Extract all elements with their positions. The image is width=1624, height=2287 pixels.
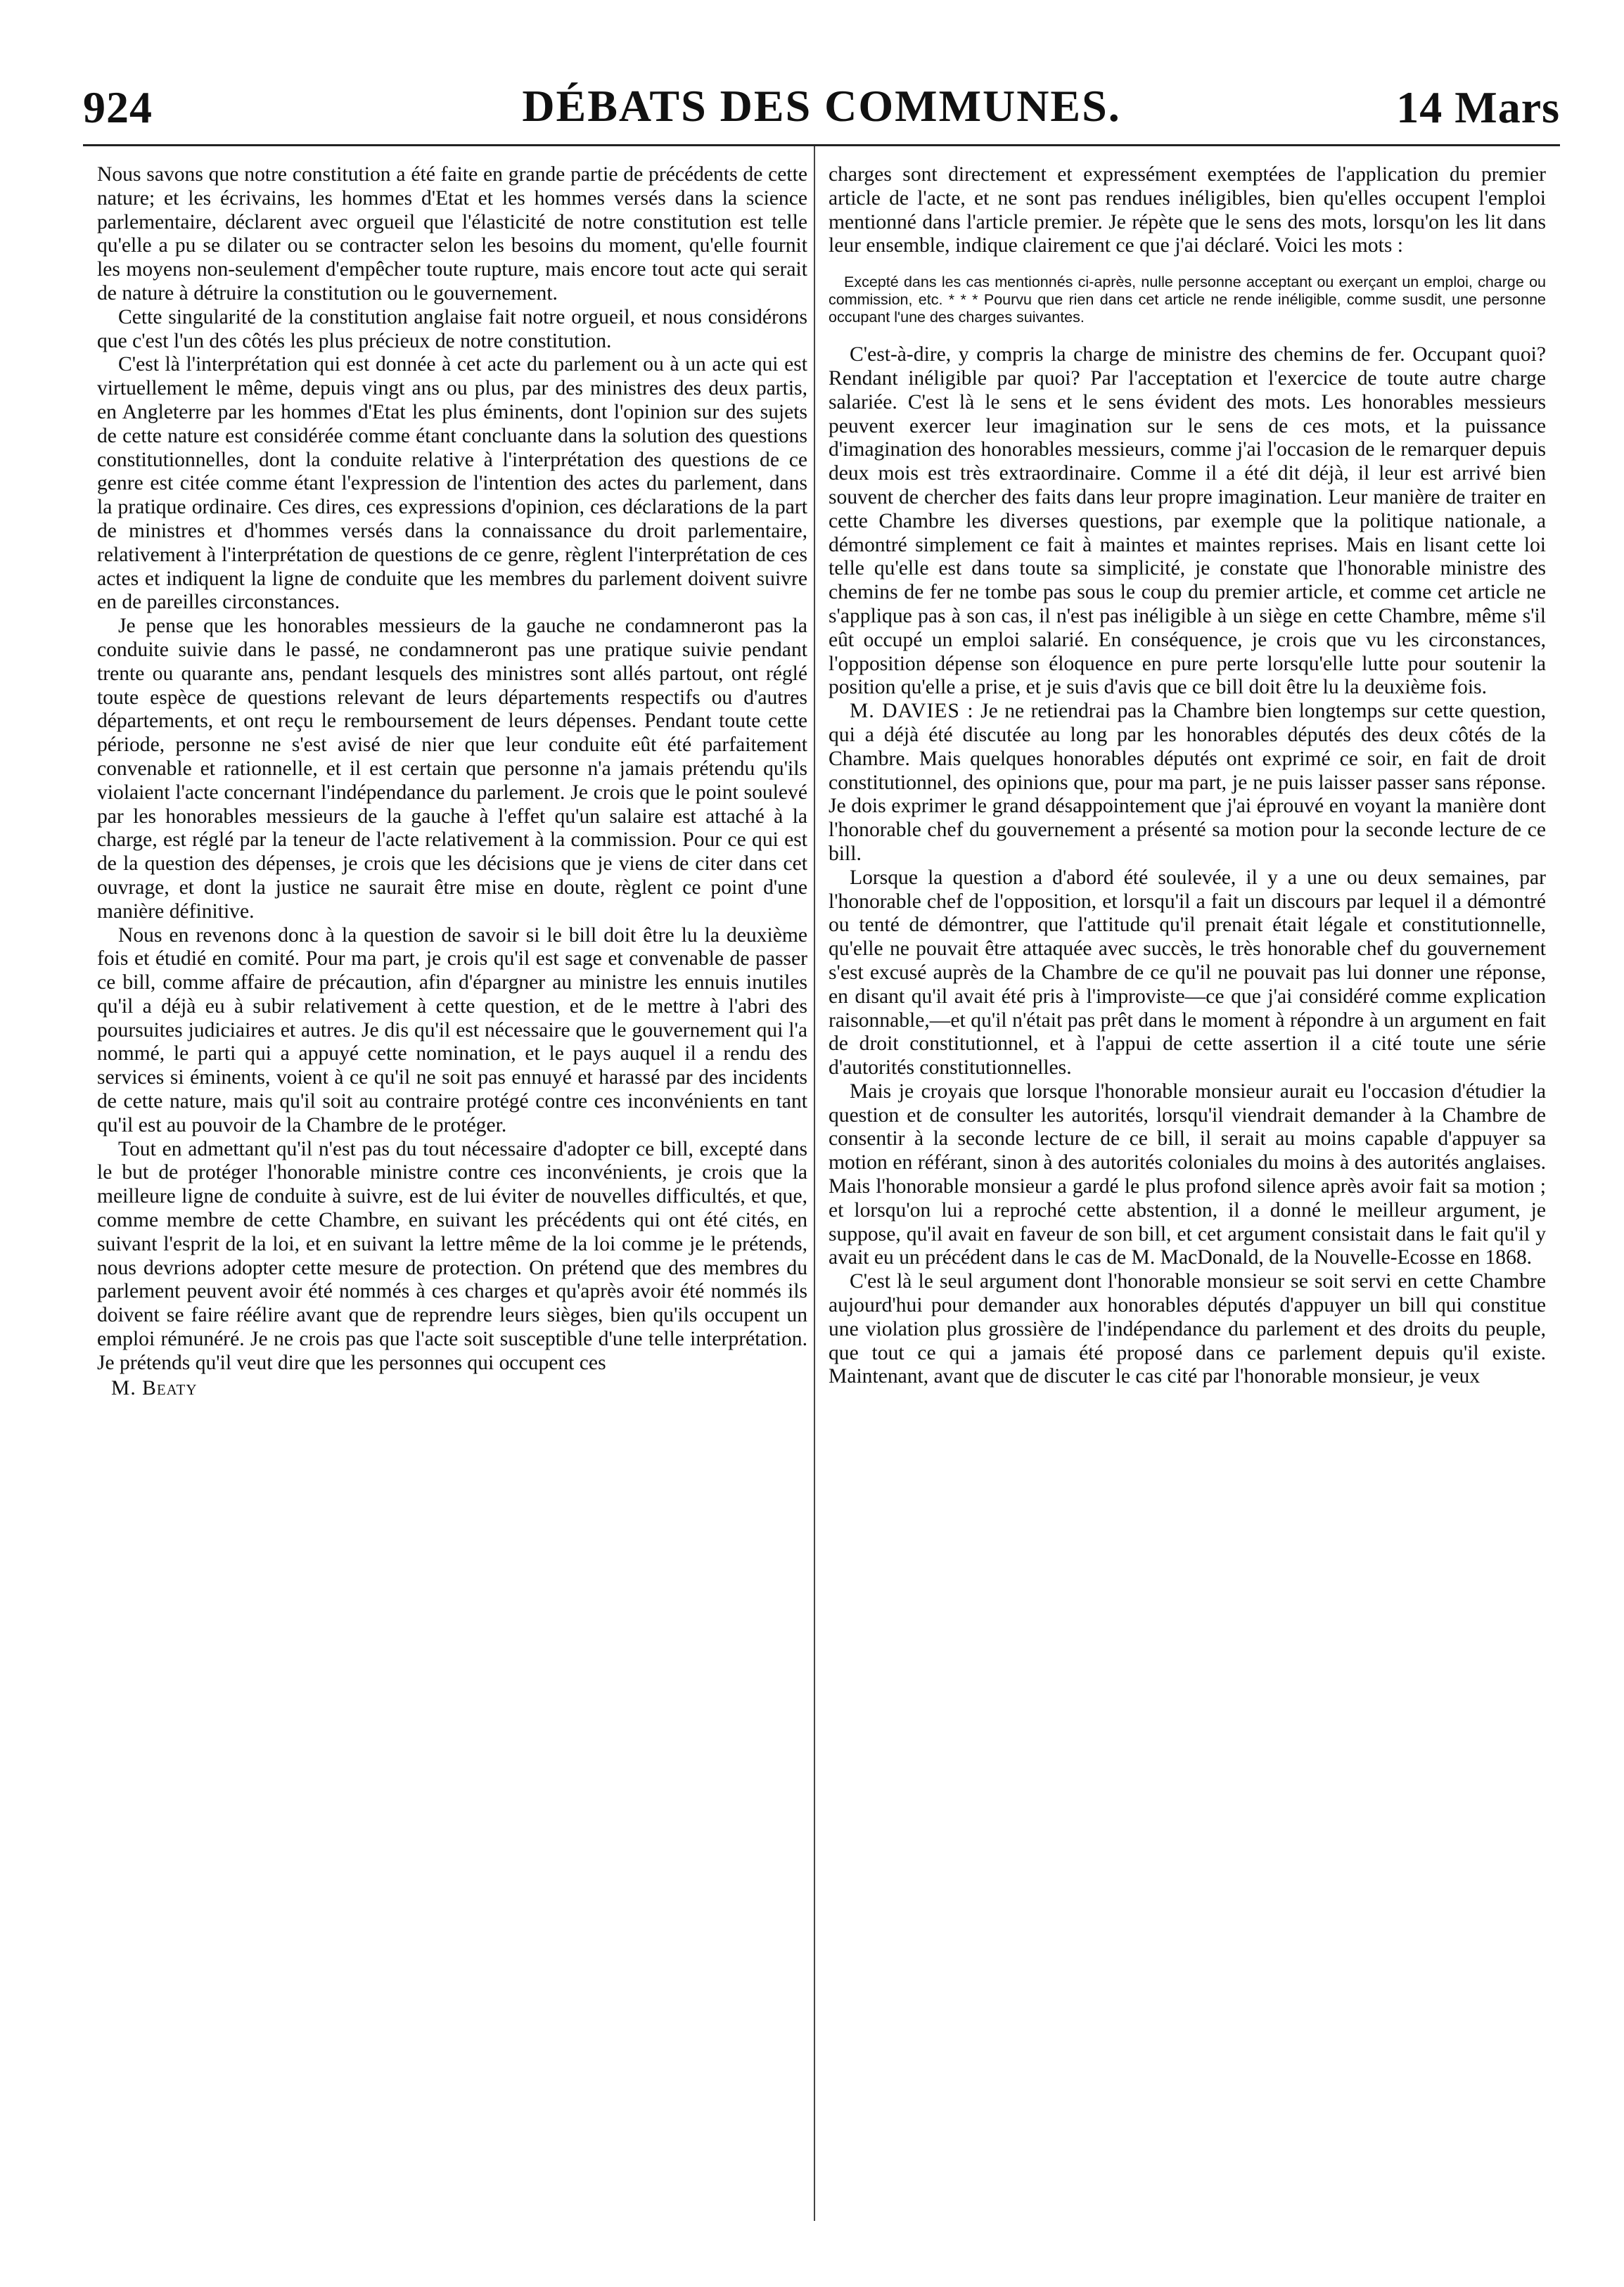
paragraph: C'est-à-dire, y compris la charge de ministre des chemins de fer. Occupant quoi? Rendant inéligible par quoi? Par l'acceptation et l'exercice de toute autre charge salariée. C'est là le sens et le sens évident des mots. Les honorables messieurs peuvent exercer leur imagination sur le sens de ces mots, et la puissance d'imagination des honorables messieurs, comme j'ai l'occasion de le remarquer depuis deux mois est très extraordinaire. Comme il a été dit déjà, il leur est arrivé bien souvent de chercher des faits dans leur propre imagination. Leur manière de traiter en cette Chambre les diverses questions, par exemple que la politique nationale, a démontré simplement ce fait à maintes et maintes reprises. Mais en lisant cette loi telle qu'elle est dans toute sa simplicité, je constate que l'honorable ministre des chemins de fer ne tombe pas sous le coup du premier article, et comme cet article ne s'applique pas à son cas, il n'est pas inéligible à un siège en cette Chambre, même s'il eût occupé un emploi salarié. En conséquence, je crois que vu les circonstances, l'opposition dépense son éloquence en pure perte lorsqu'elle lutte pour soutenir la position qu'elle a prise, et je suis d'avis que ce bill doit être lu la deuxième fois. — [829, 343, 1546, 699]
quoted-statute: Excepté dans les cas mentionnés ci-après, nulle personne acceptant ou exerçant un emploi, charge ou commission, etc. * * * Pourvu que rien dans cet article ne rende inéligible, comme susdit, une personne occupant l'une des charges suivantes. — [829, 274, 1546, 326]
speaker-signature: M. Beaty — [111, 1376, 198, 1399]
page-date: 14 Mars — [1396, 82, 1560, 132]
page-header — [83, 76, 1560, 141]
paragraph: charges sont directement et expressément exemptées de l'application du premier article de l'acte, et ne sont pas rendues inéligibles, bien qu'elles occupent l'emploi mentionné dans l'article premier. Je répète que le sens des mots, lorsqu'on les lit dans leur ensemble, indique clairement ce que j'ai déclaré. Voici les mots : — [829, 163, 1546, 257]
paragraph: Cette singularité de la constitution anglaise fait notre orgueil, et nous considérons que c'est l'un des côtés les plus précieux de notre constitution. — [97, 305, 807, 352]
page-title: DÉBATS DES COMMUNES. — [522, 81, 1121, 131]
column-divider — [814, 146, 815, 2221]
paragraph: Je pense que les honorables messieurs de la gauche ne condamneront pas la conduite suivie dans le passé, ne condamneront pas une pratique suivie pendant trente ou quarante ans, pendant lesquels des ministres sont allés partout, ont réglé toute espèce de questions relevant de leurs départements respectifs ou d'autres départements, et ont reçu le remboursement de leurs dépenses. Pendant toute cette période, personne ne s'est avisé de nier que leur conduite eût été parfaitement convenable et rationnelle, et il est certain que personne n'a jamais prétendu qu'ils violaient l'acte concernant l'indépendance du parlement. Je crois que le point soulevé par les honorables messieurs de la gauche à l'effet qu'un salaire est attaché à la charge, est réglé par la teneur de l'acte relativement à la commission. Pour ce qui est de la question des dépenses, je crois que les décisions que je viens de citer dans cet ouvrage, et dont la justice ne saurait être mise en doute, règlent ce point d'une manière définitive. — [97, 615, 807, 923]
paragraph: Tout en admettant qu'il n'est pas du tout nécessaire d'adopter ce bill, excepté dans le but de protéger l'honorable ministre contre ces inconvénients, je crois que la meilleure ligne de conduite à suivre, est de lui éviter de nouvelles difficultés, et que, comme membre de cette Chambre, en suivant les précédents qui ont été cités, en suivant l'esprit de la loi, et en suivant la lettre même de la loi comme je le prétends, nous devrions adopter cette mesure de protection. On prétend que des membres du parlement peuvent avoir été nommés à ces charges et qu'après avoir été nommés ils doivent se faire réélire avant que de reprendre leurs sièges, bien qu'ils occupent un emploi rémunéré. Je ne crois pas que l'acte soit susceptible d'une telle interprétation. Je prétends qu'il veut dire que les personnes qui occupent ces — [97, 1137, 807, 1374]
speaker-name: M. DAVIES : — [850, 700, 974, 723]
davies-paragraph — [829, 700, 1546, 866]
header-rule — [83, 144, 1560, 146]
paragraph: Nous en revenons donc à la question de savoir si le bill doit être lu la deuxième fois et étudié en comité. Pour ma part, je crois qu'il est sage et convenable de passer ce bill, comme affaire de précaution, afin d'épargner au ministre les ennuis inutiles qu'il a déjà eu à subir relativement à cette question, et de le mettre à l'abri des poursuites judiciaires et autres. Je dis qu'il est nécessaire que le gouvernement qui l'a nommé, le parti qui a appuyé cette nomination, et le pays auquel il a rendu des services si éminents, voient à ce qu'il ne soit pas ennuyé et harassé par des incidents de cette nature, mais qu'il soit au contraire protégé contre ces inconvénients en tant qu'il est au pouvoir de la Chambre de le protéger. — [97, 923, 807, 1136]
right-column — [829, 163, 1546, 1389]
paragraph: Mais je croyais que lorsque l'honorable monsieur aurait eu l'occasion d'étudier la question et de consulter les autorités, lorsqu'il viendrait demander à la Chambre de consentir à la seconde lecture de ce bill, il serait au moins capable d'appuyer sa motion en référant, sinon à des autorités coloniales du moins à des autorités anglaises. Mais l'honorable monsieur a gardé le plus profond silence après avoir fait sa motion ; et lorsqu'on lui a reproché cette abstention, il a donné le meilleur argument, je suppose, qu'il avait en faveur de son bill, et cet argument consistait dans le fait qu'il y avait eu un précédent dans le cas de M. MacDonald, de la Nouvelle-Ecosse en 1868. — [829, 1080, 1546, 1269]
page-number: 924 — [83, 82, 153, 132]
paragraph: Lorsque la question a d'abord été soulevée, il y a une ou deux semaines, par l'honorable chef de l'opposition, et lorsqu'il a fait un discours par lequel il a démontré ou tenté de démontrer, que l'attitude qu'il prenait était légale et constitutionnelle, qu'elle ne pouvait être attaquée avec succès, le très honorable chef du gouvernement s'est excusé auprès de la Chambre de ce qu'il ne pouvait pas lui donner une réponse, en disant qu'il avait été pris à l'improviste—ce que j'ai considéré comme explication raisonnable,—et qu'il n'était pas prêt dans le moment à répondre à un argument en fait de droit constitutionnel, et à l'appui de cette assertion il a cité toute une série d'autorités constitutionnelles. — [829, 866, 1546, 1080]
paragraph: C'est là le seul argument dont l'honorable monsieur se soit servi en cette Chambre aujourd'hui pour demander aux honorables députés d'appuyer un bill qui constitue une violation plus grossière de l'indépendance du parlement et des droits du peuple, que tout ce qui a jamais été proposé dans ce parlement depuis qu'il existe. Maintenant, avant que de discuter le cas cité par l'honorable monsieur, je veux — [829, 1270, 1546, 1388]
speech-text: Je ne retiendrai pas la Chambre bien longtemps sur cette question, qui a déjà été discutée au long par les honorables députés des deux côtés de la Chambre. Mais quelques honorables députés ont exprimé ce soir, en fait de droit constitutionnel, des opinions que, pour ma part, je ne puis laisser passer sans réponse. Je dois exprimer le grand désappointement que j'ai éprouvé en voyant la manière dont l'honorable chef du gouvernement a présenté sa motion pour la seconde lecture de ce bill. — [829, 700, 1546, 865]
paragraph: C'est là l'interprétation qui est donnée à cet acte du parlement ou à un acte qui est virtuellement le même, depuis vingt ans ou plus, par des ministres des deux partis, en Angleterre par les hommes d'Etat les plus éminents, dont l'opinion sur des sujets de cette nature est considérée comme étant concluante dans la solution des questions constitutionnelles, dont la conduite relative à l'interprétation des questions de ce genre est citée comme étant l'expression de l'intention des actes du parlement, dans la pratique ordinaire. Ces dires, ces expressions d'opinion, ces déclarations de la part de ministres et d'hommes versés dans la connaissance du droit parlementaire, relativement à l'interprétation de questions de ce genre, règlent l'interprétation de ces actes et indiquent la ligne de conduite que les membres du parlement doivent suivre en de pareilles circonstances. — [97, 353, 807, 614]
paragraph: Nous savons que notre constitution a été faite en grande partie de précédents de cette nature; et les écrivains, les hommes d'Etat et les hommes versés dans la science parlementaire, déclarent avec orgueil que l'élasticité de notre constitution est telle qu'elle a pu se dilater ou se contracter selon les besoins du moment, qu'elle fournit les moyens non-seulement d'empêcher toute rupture, mais encore tout acte qui serait de nature à détruire la constitution ou le gouvernement. — [97, 163, 807, 305]
left-column — [97, 163, 807, 1400]
